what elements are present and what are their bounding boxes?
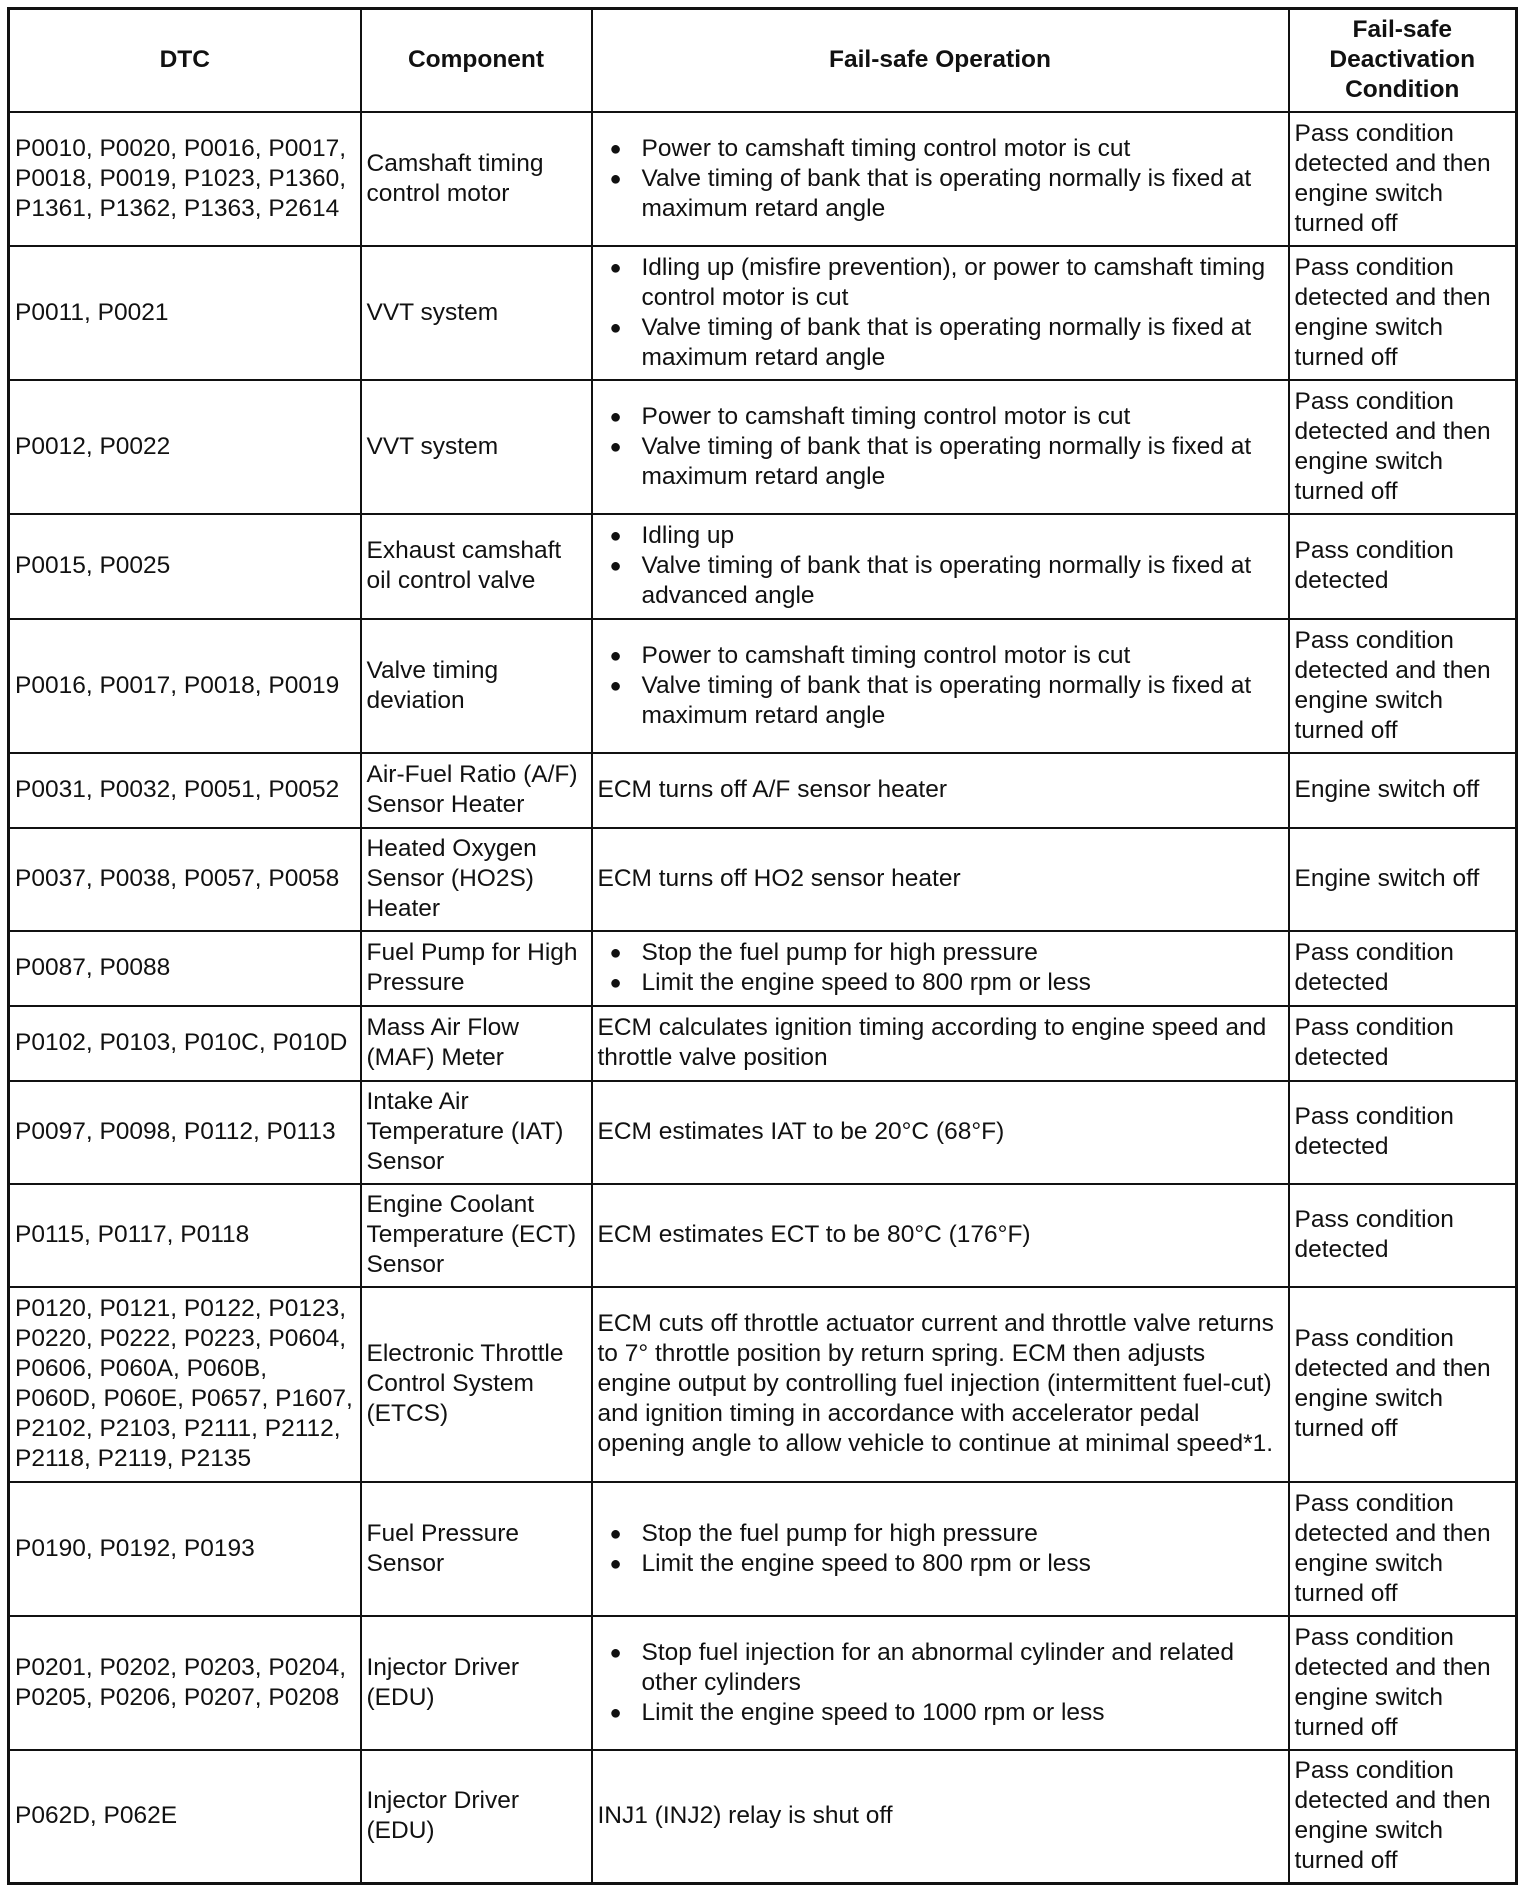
operation-list bbox=[598, 134, 1283, 224]
condition-cell: Pass condition detected and then engine switch turned off bbox=[1289, 380, 1517, 514]
dtc-cell: P0016, P0017, P0018, P0019 bbox=[9, 619, 361, 753]
operation-cell bbox=[592, 246, 1289, 380]
condition-cell: Pass condition detected and then engine switch turned off bbox=[1289, 1750, 1517, 1884]
condition-cell: Pass condition detected bbox=[1289, 1006, 1517, 1081]
table-body bbox=[9, 112, 1517, 1884]
operation-cell: ECM cuts off throttle actuator current and throttle valve returns to 7° throttle position by return spring. ECM then adjusts engine output by controlling fuel injection (intermittent fuel-cut) and ignition timing in accordance with accelerator pedal opening angle to allow vehicle to continue at minimal speed*1. bbox=[592, 1287, 1289, 1482]
condition-cell: Pass condition detected and then engine switch turned off bbox=[1289, 619, 1517, 753]
dtc-cell: P0037, P0038, P0057, P0058 bbox=[9, 828, 361, 931]
operation-item: ● Power to camshaft timing control motor is cut bbox=[642, 402, 1283, 432]
operation-cell: ECM turns off A/F sensor heater bbox=[592, 753, 1289, 828]
table-row bbox=[9, 112, 1517, 246]
dtc-cell: P0201, P0202, P0203, P0204, P0205, P0206, P0207, P0208 bbox=[9, 1616, 361, 1750]
dtc-cell: P0190, P0192, P0193 bbox=[9, 1482, 361, 1616]
operation-item: ● Limit the engine speed to 800 rpm or less bbox=[642, 1549, 1283, 1579]
header-condition: Fail-safe Deactivation Condition bbox=[1289, 9, 1517, 112]
condition-cell: Pass condition detected and then engine switch turned off bbox=[1289, 1287, 1517, 1482]
component-cell: Electronic Throttle Control System (ETCS) bbox=[361, 1287, 592, 1482]
operation-list bbox=[598, 521, 1283, 611]
dtc-cell: P062D, P062E bbox=[9, 1750, 361, 1884]
condition-cell: Pass condition detected and then engine switch turned off bbox=[1289, 112, 1517, 246]
operation-item: ● Valve timing of bank that is operating normally is fixed at maximum retard angle bbox=[642, 671, 1283, 731]
operation-item: ● Stop fuel injection for an abnormal cylinder and related other cylinders bbox=[642, 1638, 1283, 1698]
operation-cell bbox=[592, 1482, 1289, 1616]
table-row bbox=[9, 619, 1517, 753]
operation-item: ● Valve timing of bank that is operating normally is fixed at maximum retard angle bbox=[642, 164, 1283, 224]
condition-cell: Pass condition detected and then engine switch turned off bbox=[1289, 1482, 1517, 1616]
dtc-cell: P0097, P0098, P0112, P0113 bbox=[9, 1081, 361, 1184]
dtc-cell: P0011, P0021 bbox=[9, 246, 361, 380]
operation-item: ● Idling up bbox=[642, 521, 1283, 551]
table-row bbox=[9, 753, 1517, 828]
condition-cell: Pass condition detected bbox=[1289, 931, 1517, 1006]
operation-list bbox=[598, 253, 1283, 373]
component-cell: Intake Air Temperature (IAT) Sensor bbox=[361, 1081, 592, 1184]
header-row bbox=[9, 9, 1517, 112]
header-operation: Fail-safe Operation bbox=[592, 9, 1289, 112]
operation-list bbox=[598, 402, 1283, 492]
condition-cell: Pass condition detected bbox=[1289, 1184, 1517, 1287]
operation-item: ● Power to camshaft timing control motor is cut bbox=[642, 641, 1283, 671]
operation-cell: ECM turns off HO2 sensor heater bbox=[592, 828, 1289, 931]
component-cell: Injector Driver (EDU) bbox=[361, 1750, 592, 1884]
header-dtc: DTC bbox=[9, 9, 361, 112]
operation-cell: ECM estimates ECT to be 80°C (176°F) bbox=[592, 1184, 1289, 1287]
operation-list bbox=[598, 938, 1283, 998]
component-cell: Fuel Pump for High Pressure bbox=[361, 931, 592, 1006]
table-row bbox=[9, 1081, 1517, 1184]
operation-cell bbox=[592, 931, 1289, 1006]
operation-cell bbox=[592, 380, 1289, 514]
table-row bbox=[9, 931, 1517, 1006]
condition-cell: Pass condition detected and then engine switch turned off bbox=[1289, 1616, 1517, 1750]
table-row bbox=[9, 380, 1517, 514]
condition-cell: Engine switch off bbox=[1289, 828, 1517, 931]
operation-list bbox=[598, 641, 1283, 731]
dtc-cell: P0120, P0121, P0122, P0123, P0220, P0222, P0223, P0604, P0606, P060A, P060B, P060D, P060E, P0657, P1607, P2102, P2103, P2111, P2112, P2118, P2119, P2135 bbox=[9, 1287, 361, 1482]
dtc-cell: P0031, P0032, P0051, P0052 bbox=[9, 753, 361, 828]
operation-item: ● Valve timing of bank that is operating normally is fixed at advanced angle bbox=[642, 551, 1283, 611]
operation-item: ● Power to camshaft timing control motor is cut bbox=[642, 134, 1283, 164]
operation-cell: ECM calculates ignition timing according to engine speed and throttle valve position bbox=[592, 1006, 1289, 1081]
condition-cell: Pass condition detected and then engine switch turned off bbox=[1289, 246, 1517, 380]
component-cell: Fuel Pressure Sensor bbox=[361, 1482, 592, 1616]
operation-cell: ECM estimates IAT to be 20°C (68°F) bbox=[592, 1081, 1289, 1184]
condition-cell: Engine switch off bbox=[1289, 753, 1517, 828]
table-row bbox=[9, 1287, 1517, 1482]
operation-item: ● Limit the engine speed to 1000 rpm or less bbox=[642, 1698, 1283, 1728]
dtc-cell: P0012, P0022 bbox=[9, 380, 361, 514]
table-row bbox=[9, 1006, 1517, 1081]
operation-item: ● Limit the engine speed to 800 rpm or less bbox=[642, 968, 1283, 998]
table-row bbox=[9, 1616, 1517, 1750]
component-cell: VVT system bbox=[361, 380, 592, 514]
operation-item: ● Idling up (misfire prevention), or power to camshaft timing control motor is cut bbox=[642, 253, 1283, 313]
table-row bbox=[9, 246, 1517, 380]
component-cell: Camshaft timing control motor bbox=[361, 112, 592, 246]
operation-item: ● Valve timing of bank that is operating normally is fixed at maximum retard angle bbox=[642, 432, 1283, 492]
operation-item: ● Stop the fuel pump for high pressure bbox=[642, 1519, 1283, 1549]
component-cell: Heated Oxygen Sensor (HO2S) Heater bbox=[361, 828, 592, 931]
dtc-cell: P0102, P0103, P010C, P010D bbox=[9, 1006, 361, 1081]
component-cell: Mass Air Flow (MAF) Meter bbox=[361, 1006, 592, 1081]
operation-item: ● Valve timing of bank that is operating normally is fixed at maximum retard angle bbox=[642, 313, 1283, 373]
component-cell: Exhaust camshaft oil control valve bbox=[361, 514, 592, 619]
dtc-cell: P0087, P0088 bbox=[9, 931, 361, 1006]
failsafe-table bbox=[7, 7, 1518, 1885]
component-cell: Injector Driver (EDU) bbox=[361, 1616, 592, 1750]
component-cell: Air-Fuel Ratio (A/F) Sensor Heater bbox=[361, 753, 592, 828]
operation-cell bbox=[592, 514, 1289, 619]
table-row bbox=[9, 828, 1517, 931]
operation-list bbox=[598, 1638, 1283, 1728]
component-cell: Engine Coolant Temperature (ECT) Sensor bbox=[361, 1184, 592, 1287]
table-row bbox=[9, 1750, 1517, 1884]
table-header bbox=[9, 9, 1517, 112]
dtc-cell: P0015, P0025 bbox=[9, 514, 361, 619]
condition-cell: Pass condition detected bbox=[1289, 514, 1517, 619]
component-cell: Valve timing deviation bbox=[361, 619, 592, 753]
operation-list bbox=[598, 1519, 1283, 1579]
component-cell: VVT system bbox=[361, 246, 592, 380]
operation-cell bbox=[592, 112, 1289, 246]
operation-cell: INJ1 (INJ2) relay is shut off bbox=[592, 1750, 1289, 1884]
operation-item: ● Stop the fuel pump for high pressure bbox=[642, 938, 1283, 968]
condition-cell: Pass condition detected bbox=[1289, 1081, 1517, 1184]
table-row bbox=[9, 1184, 1517, 1287]
dtc-cell: P0010, P0020, P0016, P0017, P0018, P0019, P1023, P1360, P1361, P1362, P1363, P2614 bbox=[9, 112, 361, 246]
dtc-cell: P0115, P0117, P0118 bbox=[9, 1184, 361, 1287]
operation-cell bbox=[592, 1616, 1289, 1750]
table-row bbox=[9, 1482, 1517, 1616]
operation-cell bbox=[592, 619, 1289, 753]
table-row bbox=[9, 514, 1517, 619]
header-component: Component bbox=[361, 9, 592, 112]
